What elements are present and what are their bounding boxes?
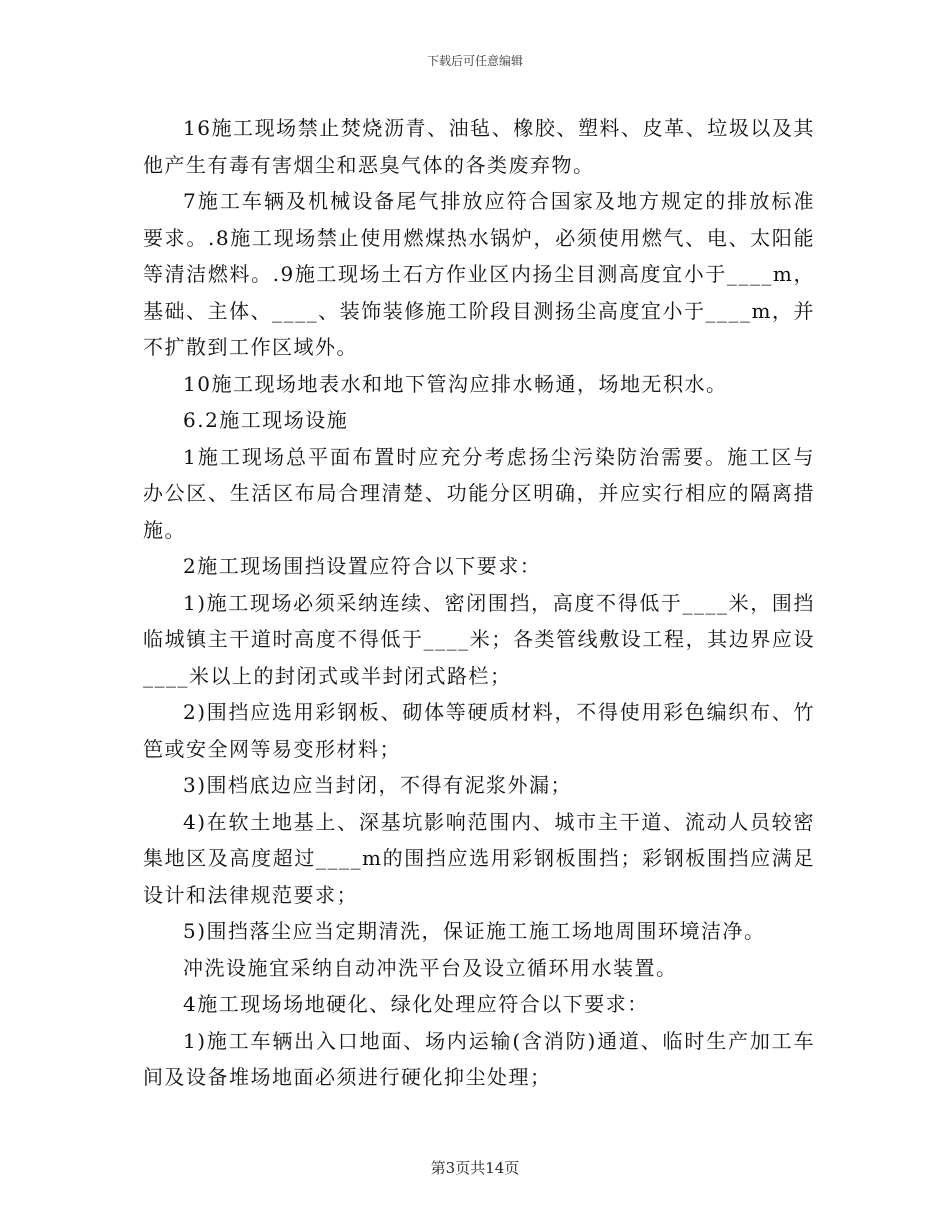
paragraph-5: 1施工现场总平面布置时应充分考虑扬尘污染防治需要。施工区与办公区、生活区布局合理清楚、功能分区明确，并应实行相应的隔离措施。 xyxy=(143,444,815,542)
page-footer: 第3页共14页 xyxy=(430,1159,520,1177)
page-header: 下载后可任意编辑 xyxy=(426,54,523,68)
list-item-4: 4)在软土地基上、深基坑影响范围内、城市主干道、流动人员较密集地区及高度超过____m的围挡应选用彩钢板围挡；彩钢板围挡应满足设计和法律规范要求； xyxy=(143,809,815,907)
list-item-6: 1)施工车辆出入口地面、场内运输(含消防)通道、临时生产加工车间及设备堆场地面必须进行硬化抑尘处理； xyxy=(143,1028,815,1089)
paragraph-12: 冲洗设施宜采纳自动冲洗平台及设立循环用水装置。 xyxy=(183,955,678,980)
list-item-1: 1)施工现场必须采纳连续、密闭围挡，高度不得低于____米，围挡临城镇主干道时高度不得低于____米；各类管线敷设工程，其边界应设____米以上的封闭式或半封闭式路栏； xyxy=(143,590,815,688)
paragraph-1: 16施工现场禁止焚烧沥青、油毡、橡胶、塑料、皮革、垃圾以及其他产生有毒有害烟尘和恶臭气体的各类废弃物。 xyxy=(143,116,815,177)
section-heading-6-2: 6.2施工现场设施 xyxy=(183,408,349,432)
list-item-2: 2)围挡应选用彩钢板、砌体等硬质材料，不得使用彩色编织布、竹笆或安全网等易变形材料； xyxy=(143,700,815,761)
list-item-5: 5)围挡落尘应当定期清洗，保证施工施工场地周围环境洁净。 xyxy=(183,919,766,943)
list-item-3: 3)围档底边应当封闭，不得有泥浆外漏； xyxy=(183,773,573,797)
paragraph-2: 7施工车辆及机械设备尾气排放应符合国家及地方规定的排放标准要求。.8施工现场禁止使用燃煤热水锅炉，必须使用燃气、电、太阳能等清洁燃料。.9施工现场土石方作业区内扬尘目测高度宜小于____m，基础、主体、____、装饰装修施工阶段目测扬尘高度宜小于____m，并不扩散到工作区域外。 xyxy=(143,189,815,359)
paragraph-3: 10施工现场地表水和地下管沟应排水畅通，场地无积水。 xyxy=(183,371,728,396)
document-body xyxy=(143,110,815,1096)
paragraph-13: 4施工现场场地硬化、绿化处理应符合以下要求： xyxy=(183,992,649,1016)
paragraph-6: 2施工现场围挡设置应符合以下要求： xyxy=(183,554,542,578)
